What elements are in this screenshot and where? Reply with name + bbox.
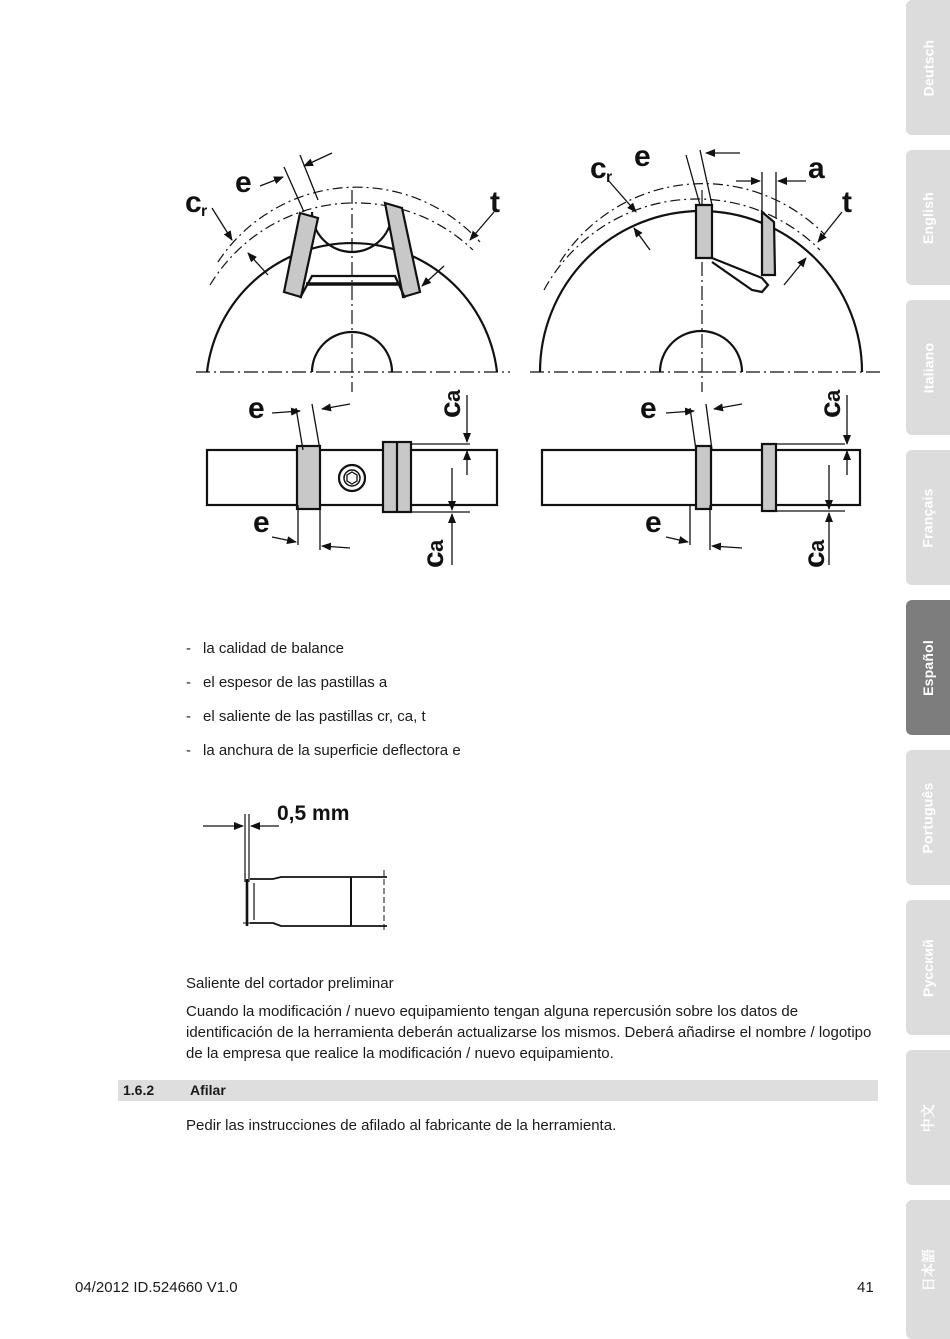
left-wheel-view — [196, 187, 510, 392]
bullet-dash: - — [186, 742, 191, 759]
tab-label: Español — [920, 639, 937, 696]
ca-letter: c — [798, 551, 831, 568]
figure-caption: Saliente del cortador preliminar — [186, 975, 394, 992]
page-number: 41 — [857, 1279, 874, 1296]
tab-label: 日本語 — [919, 1248, 936, 1291]
right-wheel-view — [530, 184, 880, 392]
tool-geometry-figure — [0, 0, 900, 600]
label-ca-right-lower — [798, 539, 831, 568]
bullet-dash: - — [186, 708, 191, 725]
tab-label: Deutsch — [920, 39, 937, 96]
section-heading — [118, 1080, 878, 1101]
ca-sub: a — [440, 389, 465, 402]
tab-espanol[interactable] — [906, 600, 950, 735]
tab-label: Русский — [920, 938, 936, 997]
tab-label: 中文 — [920, 1103, 936, 1132]
label-e-left-lower: e — [253, 506, 270, 539]
list-item — [186, 674, 461, 708]
label-e-right-top: e — [634, 140, 651, 173]
tab-russian[interactable] — [906, 900, 950, 1035]
tab-label: Français — [920, 487, 936, 548]
tab-english[interactable] — [906, 150, 950, 285]
label-cr-sub-left: r — [201, 203, 208, 220]
tab-label: English — [920, 191, 936, 244]
tab-deutsch[interactable] — [906, 0, 950, 135]
section-number: 1.6.2 — [123, 1082, 155, 1098]
requirements-list — [186, 640, 461, 776]
label-cr-sub-right: r — [606, 169, 613, 186]
label-e-right-lower: e — [645, 506, 662, 539]
right-side-view — [542, 444, 860, 511]
tab-italiano[interactable] — [906, 300, 950, 435]
ca-sub: a — [423, 539, 448, 552]
tab-portugues[interactable] — [906, 750, 950, 885]
language-tabs — [906, 0, 950, 1339]
label-ca-left-lower — [417, 539, 450, 568]
ca-sub: a — [804, 539, 829, 552]
list-item-text: el espesor de las pastillas a — [203, 674, 388, 691]
list-item — [186, 708, 461, 742]
list-item — [186, 640, 461, 674]
label-e-left-upper: e — [248, 392, 265, 425]
list-item-text: el saliente de las pastillas cr, ca, t — [203, 708, 426, 725]
bullet-dash: - — [186, 640, 191, 657]
label-ca-right-upper — [814, 389, 847, 418]
list-item-text: la calidad de balance — [203, 640, 344, 657]
pre-cutter-figure — [195, 790, 400, 940]
ca-letter: c — [417, 551, 450, 568]
ca-sub: a — [820, 389, 845, 402]
ca-letter: c — [434, 401, 467, 418]
label-t-right: t — [842, 186, 852, 219]
label-e-left-top: e — [235, 166, 252, 199]
tab-japanese[interactable] — [906, 1200, 950, 1339]
bullet-dash: - — [186, 674, 191, 691]
left-side-view — [207, 442, 497, 512]
label-a-right: a — [808, 152, 825, 185]
label-e-right-upper: e — [640, 392, 657, 425]
overhang-label: 0,5 mm — [277, 802, 350, 825]
label-cr-left: c — [185, 186, 202, 219]
tab-chinese[interactable] — [906, 1050, 950, 1185]
label-t-left: t — [490, 186, 500, 219]
tab-francais[interactable] — [906, 450, 950, 585]
body-paragraph: Cuando la modificación / nuevo equipamiento tengan alguna repercusión sobre los datos de identificación de la herramienta deberán actualizarse los mismos. Deberá añadirse el nombre / logotipo de la empresa que realice la modificación / nuevo equipamiento. — [186, 1003, 872, 1062]
list-item-text: la anchura de la superficie deflectora e — [203, 742, 461, 759]
list-item — [186, 742, 461, 776]
tab-label: Italiano — [920, 342, 937, 393]
footer-document-id: 04/2012 ID.524660 V1.0 — [75, 1279, 238, 1296]
section-text: Pedir las instrucciones de afilado al fabricante de la herramienta. — [186, 1117, 617, 1134]
label-cr-right: c — [590, 152, 607, 185]
section-title: Afilar — [190, 1082, 226, 1098]
label-ca-left-upper — [434, 389, 467, 418]
ca-letter: c — [814, 401, 847, 418]
tab-label: Português — [920, 781, 936, 854]
